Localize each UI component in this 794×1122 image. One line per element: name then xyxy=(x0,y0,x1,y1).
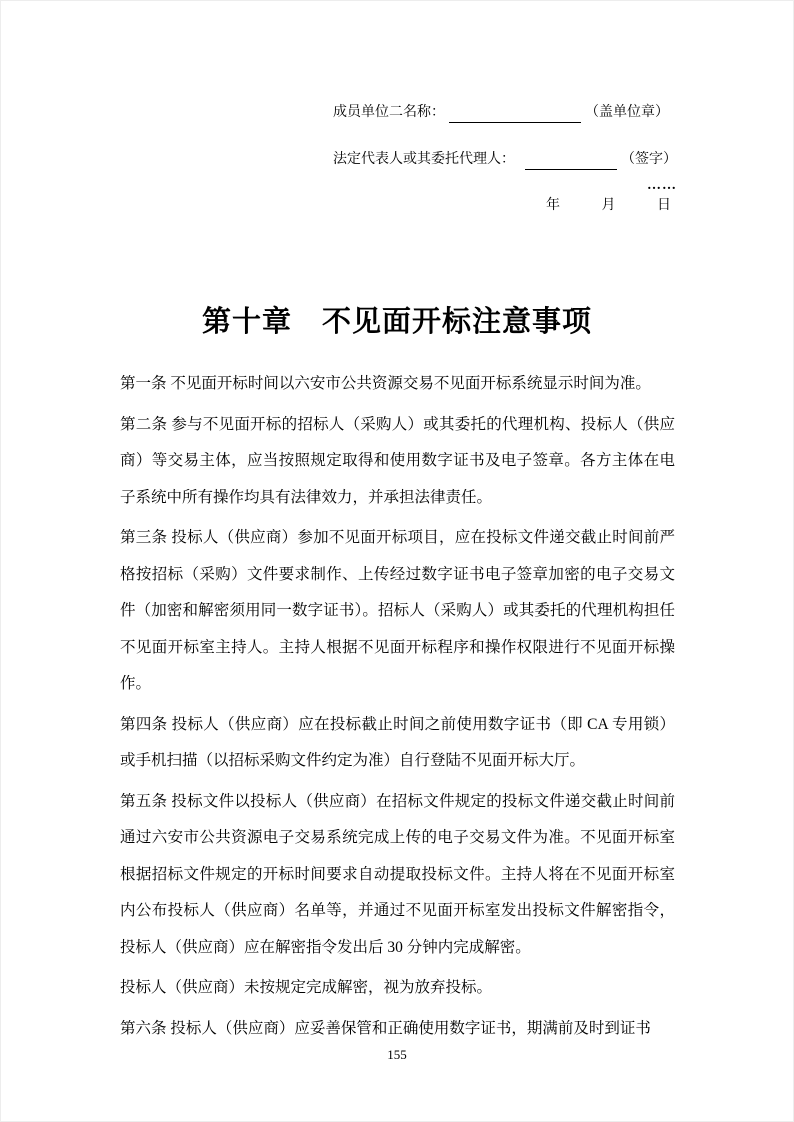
member-unit-name-label: 成员单位二名称： xyxy=(333,105,445,120)
chapter-title: 第十章 不见面开标注意事项 xyxy=(201,306,592,338)
member-unit-name-blank-line xyxy=(449,106,581,123)
article-paragraph: 投标人（供应商）未按规定完成解密，视为放弃投标。 xyxy=(120,979,493,996)
legal-representative-row xyxy=(333,150,683,170)
article-paragraph: 第六条 投标人（供应商）应妥善保管和正确使用数字证书，期满前及时到证书 xyxy=(120,1019,651,1037)
signature-note: （签字） xyxy=(621,152,677,167)
article-paragraph: 第五条 投标文件以投标人（供应商）在招标文件规定的投标文件递交截止时间前通过六安市公共资源电子交易系统完成上传的电子交易文件为准。不见面开标室根据招标文件规定的开标时间要求自动提取投标文件。主持人将在不见面开标室内公布投标人（供应商）名单等，并通过不见面开标室发出投标文件解密指令，投标人（供应商）应在解密指令发出后 30 分钟内完成解密。 xyxy=(120,792,675,956)
legal-representative-label: 法定代表人或其委托代理人： xyxy=(333,152,515,167)
signature-block xyxy=(333,103,683,216)
chapter-body xyxy=(120,366,675,1047)
page-number: 155 xyxy=(387,1047,407,1062)
unit-seal-note: （盖单位章） xyxy=(585,105,669,120)
article-paragraph: 第一条 不见面开标时间以六安市公共资源交易不见面开标系统显示时间为准。 xyxy=(120,375,651,392)
date-year-label: 年 xyxy=(546,198,560,213)
article-paragraph: 第三条 投标人（供应商）参加不见面开标项目，应在投标文件递交截止时间前严格按招标（采购）文件要求制作、上传经过数字证书电子签章加密的电子交易文件（加密和解密须用同一数字证书）。招标人（采购人）或其委托的代理机构担任不见面开标室主持人。主持人根据不见面开标程序和操作权限进行不见面开标操作。 xyxy=(120,529,675,692)
article-paragraph: 第二条 参与不见面开标的招标人（采购人）或其委托的代理机构、投标人（供应商）等交易主体，应当按照规定取得和使用数字证书及电子签章。各方主体在电子系统中所有操作均具有法律效力，并承担法律责任。 xyxy=(120,415,675,506)
date-day-label: 日 xyxy=(657,198,671,213)
ellipsis-dots: …… xyxy=(647,178,677,193)
legal-representative-blank-line xyxy=(525,153,617,170)
article-paragraph: 第四条 投标人（供应商）应在投标截止时间之前使用数字证书（即 CA 专用锁）或手机扫描（以招标采购文件约定为准）自行登陆不见面开标大厅。 xyxy=(120,715,675,769)
date-line xyxy=(333,196,683,216)
date-month-label: 月 xyxy=(601,198,616,213)
member-unit-name-row xyxy=(333,103,683,123)
